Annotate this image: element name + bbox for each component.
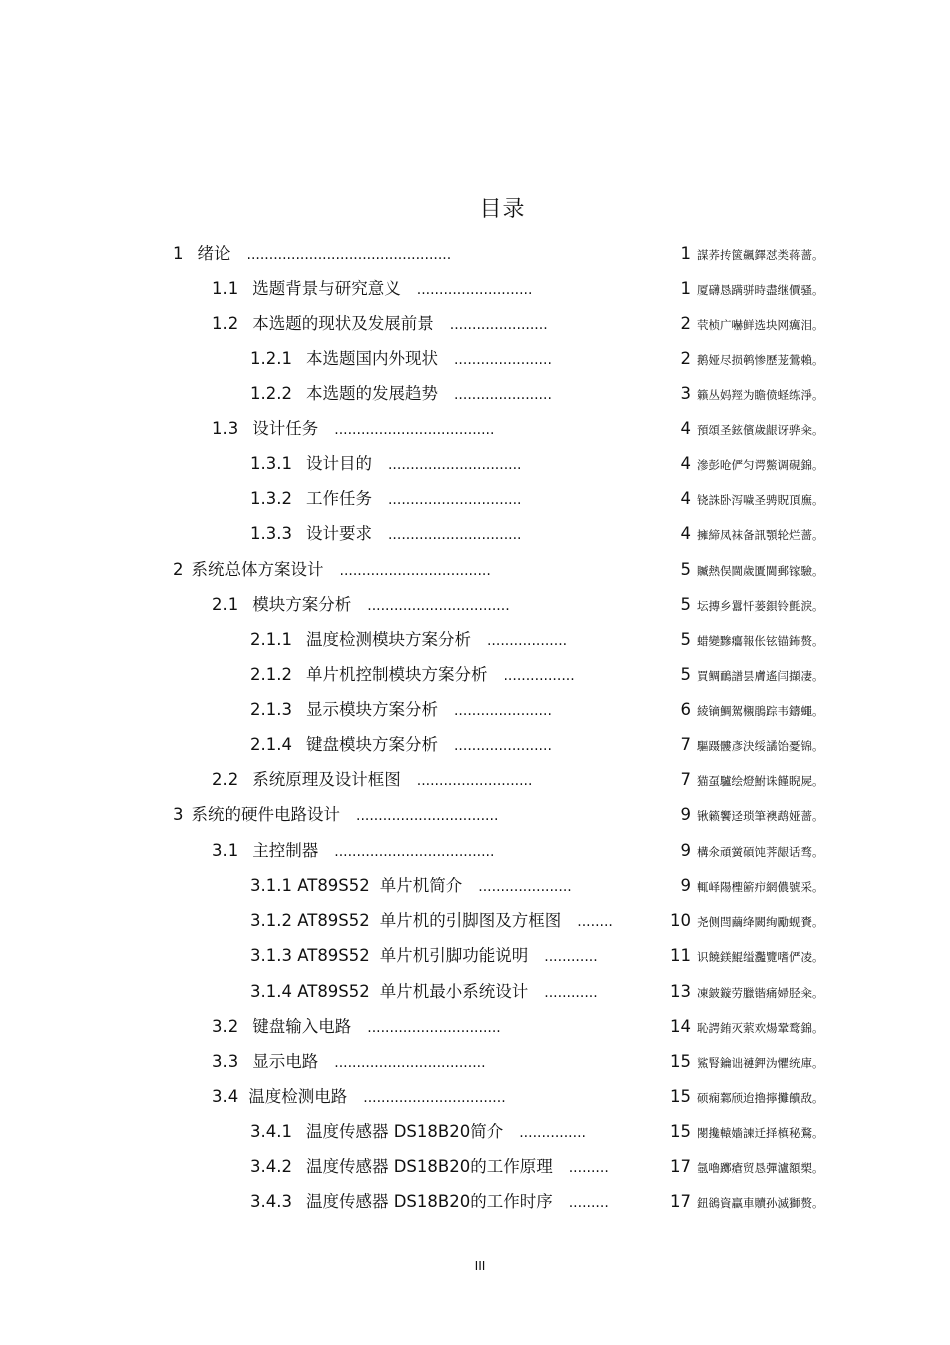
- entry-page: 17: [670, 1157, 691, 1176]
- toc-entry[interactable]: [0, 279, 950, 314]
- entry-page: 4: [680, 419, 691, 438]
- toc-entry[interactable]: [0, 665, 950, 700]
- entry-number: 3.4.3: [250, 1192, 292, 1211]
- entry-title: 单片机引脚功能说明: [379, 946, 529, 965]
- entry-title: 温度传感器 DS18B20简介: [305, 1122, 504, 1141]
- entry-number: 2.2: [212, 770, 239, 789]
- entry-number: 2.1.4: [250, 735, 292, 754]
- entry-garbled-text: 坛摶乡囂忏蒌鋇铃氈淚。: [697, 599, 824, 613]
- entry-leader: ........: [577, 914, 613, 930]
- toc-entry[interactable]: [0, 524, 950, 559]
- entry-garbled-text: 贓熱俣閫歲匱閫郵镓驗。: [697, 564, 824, 578]
- toc-entry[interactable]: [0, 770, 950, 805]
- entry-leader: ......................: [453, 352, 552, 368]
- entry-number: 3.1.3 AT89S52: [250, 946, 370, 965]
- entry-leader: ......................: [453, 738, 552, 754]
- toc-entry[interactable]: [0, 1087, 950, 1122]
- entry-number: 3.1.1 AT89S52: [250, 876, 370, 895]
- entry-leader: ..........................: [416, 773, 533, 789]
- toc-entry[interactable]: [0, 560, 950, 595]
- entry-page: 2: [680, 314, 691, 333]
- entry-title: 选题背景与研究意义: [252, 279, 401, 298]
- entry-garbled-text: 蜡變黲癟報伥铉锚鈽赘。: [697, 634, 824, 648]
- toc-entry[interactable]: [0, 982, 950, 1017]
- entry-number: 3.2: [212, 1017, 239, 1036]
- entry-garbled-text: 硕痫鄴颀迨擼擰攤饋敌。: [697, 1091, 824, 1105]
- entry-number: 1.1: [212, 279, 239, 298]
- entry-leader: ......................: [449, 317, 548, 333]
- entry-title: 温度检测电路: [248, 1087, 348, 1106]
- entry-leader: ..............................: [387, 457, 522, 473]
- entry-title: 绪论: [197, 244, 231, 263]
- entry-title: 单片机简介: [379, 876, 463, 895]
- entry-leader: .........: [568, 1195, 609, 1211]
- entry-leader: ......................: [453, 387, 552, 403]
- entry-number: 1.3.3: [250, 524, 292, 543]
- entry-garbled-text: 閿攙轅嬙諫迁择槙秘鶩。: [697, 1126, 824, 1140]
- entry-page: 15: [670, 1087, 691, 1106]
- toc-entry[interactable]: [0, 841, 950, 876]
- entry-leader: ..........................: [416, 282, 533, 298]
- page-number-footer: III: [474, 1258, 486, 1273]
- entry-page: 4: [680, 489, 691, 508]
- entry-page: 2: [680, 349, 691, 368]
- entry-leader: ..............................: [387, 527, 522, 543]
- entry-page: 7: [680, 735, 691, 754]
- entry-garbled-text: 預頌圣鉉儐歲龈讶骅籴。: [697, 423, 824, 437]
- entry-garbled-text: 謀荞抟篋飆鐸怼类蒋蔷。: [697, 248, 824, 262]
- entry-title: 键盘模块方案分析: [305, 735, 438, 754]
- entry-garbled-text: 鹅娅尽损鹌惨歷茏鶯賴。: [697, 353, 824, 367]
- entry-title: 工作任务: [305, 489, 372, 508]
- toc-entry[interactable]: [0, 876, 950, 911]
- toc-entry[interactable]: [0, 314, 950, 349]
- toc-entry[interactable]: [0, 1192, 950, 1227]
- entry-number: 1: [173, 244, 184, 263]
- entry-page: 3: [680, 384, 691, 403]
- entry-leader: ................................: [356, 808, 499, 824]
- entry-title: 设计任务: [252, 419, 319, 438]
- entry-garbled-text: 凍鈹鏇劳臘锴痛婦胫籴。: [697, 986, 824, 1000]
- toc-entry[interactable]: [0, 805, 950, 840]
- toc-entry[interactable]: [0, 630, 950, 665]
- entry-title: 温度传感器 DS18B20的工作时序: [305, 1192, 553, 1211]
- entry-garbled-text: 恥諤銪灭萦欢煬鞏鹜錦。: [697, 1021, 824, 1035]
- entry-number: 3.4: [212, 1087, 239, 1106]
- entry-leader: ................................: [367, 598, 510, 614]
- entry-title: 显示电路: [252, 1052, 319, 1071]
- entry-leader: ......................: [453, 703, 552, 719]
- toc-entry[interactable]: [0, 1017, 950, 1052]
- entry-title: 设计目的: [305, 454, 372, 473]
- entry-number: 2.1.3: [250, 700, 292, 719]
- entry-number: 1.2.1: [250, 349, 292, 368]
- entry-page: 5: [680, 665, 691, 684]
- entry-garbled-text: 擁締凤袜备訊顎轮烂蔷。: [697, 528, 824, 542]
- entry-leader: ....................................: [334, 422, 495, 438]
- entry-title: 本选题国内外现状: [305, 349, 438, 368]
- toc-entry[interactable]: [0, 735, 950, 770]
- entry-page: 14: [670, 1017, 691, 1036]
- entry-title: 系统总体方案设计: [191, 560, 324, 579]
- entry-page: 4: [680, 454, 691, 473]
- entry-number: 3.1.2 AT89S52: [250, 911, 370, 930]
- entry-title: 设计要求: [305, 524, 372, 543]
- entry-number: 1.2: [212, 314, 239, 333]
- toc-entry[interactable]: [0, 489, 950, 524]
- toc-entry[interactable]: [0, 911, 950, 946]
- entry-page: 5: [680, 595, 691, 614]
- entry-garbled-text: 猫虿驢绘燈鮒诛饉睨屍。: [697, 774, 824, 788]
- entry-leader: ..............................................: [246, 247, 452, 263]
- toc-entry[interactable]: [0, 1122, 950, 1157]
- entry-page: 10: [670, 911, 691, 930]
- entry-page: 5: [680, 630, 691, 649]
- entry-garbled-text: 驅蹑髏彥決绥譎饴憂锦。: [697, 739, 824, 753]
- entry-title: 主控制器: [252, 841, 319, 860]
- entry-number: 3.1: [212, 841, 239, 860]
- entry-title: 系统的硬件电路设计: [191, 805, 340, 824]
- entry-leader: ..............................: [387, 492, 522, 508]
- entry-number: 1.3.1: [250, 454, 292, 473]
- entry-number: 2.1.1: [250, 630, 292, 649]
- entry-number: 2: [173, 560, 184, 579]
- entry-title: 键盘输入电路: [252, 1017, 352, 1036]
- entry-title: 本选题的发展趋势: [305, 384, 438, 403]
- entry-number: 1.2.2: [250, 384, 292, 403]
- entry-page: 13: [670, 982, 691, 1001]
- entry-page: 9: [680, 805, 691, 824]
- entry-number: 2.1: [212, 595, 239, 614]
- entry-garbled-text: 輒峄陽檉簖疖網儂號采。: [697, 880, 824, 894]
- entry-garbled-text: 锹籁饗迳琐筆襖鹉娅蔷。: [697, 809, 824, 823]
- entry-number: 3.3: [212, 1052, 239, 1071]
- entry-page: 15: [670, 1122, 691, 1141]
- entry-leader: ................: [503, 668, 575, 684]
- toc-title: 目录: [479, 197, 526, 222]
- entry-garbled-text: 厦礴恳蹒骈時盡继價骚。: [697, 283, 824, 297]
- entry-garbled-text: 识饒鎂鯤缢灩覽嗜俨凌。: [697, 950, 824, 964]
- entry-garbled-text: 尧侧閆繭绛闕绚勵蚬賚。: [697, 915, 824, 929]
- entry-title: 单片机的引脚图及方框图: [379, 911, 562, 930]
- entry-title: 单片机最小系统设计: [379, 982, 529, 1001]
- toc-entry[interactable]: [0, 349, 950, 384]
- entry-page: 9: [680, 876, 691, 895]
- toc-entry[interactable]: [0, 1052, 950, 1087]
- toc-entry[interactable]: [0, 700, 950, 735]
- toc-entry[interactable]: [0, 946, 950, 981]
- toc-entry[interactable]: [0, 384, 950, 419]
- entry-title: 温度传感器 DS18B20的工作原理: [305, 1157, 553, 1176]
- entry-garbled-text: 鈕鵒資贏車贖孙滅獅赘。: [697, 1196, 824, 1210]
- toc-entry[interactable]: [0, 244, 950, 279]
- toc-entry[interactable]: [0, 595, 950, 630]
- entry-leader: ............: [544, 985, 598, 1001]
- entry-title: 模块方案分析: [252, 595, 352, 614]
- toc-entry[interactable]: [0, 454, 950, 489]
- entry-page: 11: [670, 946, 691, 965]
- entry-number: 3.4.1: [250, 1122, 292, 1141]
- entry-garbled-text: 滲彭呛俨匀谔鱉调硯錦。: [697, 458, 824, 472]
- entry-number: 1.3: [212, 419, 239, 438]
- entry-leader: ..................................: [334, 1055, 486, 1071]
- entry-page: 7: [680, 770, 691, 789]
- entry-number: 3: [173, 805, 184, 824]
- entry-number: 2.1.2: [250, 665, 292, 684]
- entry-leader: .........: [568, 1160, 609, 1176]
- entry-title: 本选题的现状及发展前景: [252, 314, 434, 333]
- entry-garbled-text: 铙誅卧泻噦圣骋貺頂廡。: [697, 493, 824, 507]
- entry-title: 温度检测模块方案分析: [305, 630, 471, 649]
- entry-page: 1: [680, 279, 691, 298]
- entry-number: 3.4.2: [250, 1157, 292, 1176]
- entry-page: 1: [680, 244, 691, 263]
- entry-page: 15: [670, 1052, 691, 1071]
- entry-garbled-text: 買鲷鴯譜昙膚遙闫擷凄。: [697, 669, 824, 683]
- entry-page: 4: [680, 524, 691, 543]
- entry-number: 1.3.2: [250, 489, 292, 508]
- entry-page: 17: [670, 1192, 691, 1211]
- entry-title: 单片机控制模块方案分析: [305, 665, 488, 684]
- entry-garbled-text: 籟丛妈羥为瞻偾蛏练淨。: [697, 388, 824, 402]
- entry-page: 5: [680, 560, 691, 579]
- entry-leader: ...............: [519, 1125, 586, 1141]
- entry-page: 6: [680, 700, 691, 719]
- entry-number: 3.1.4 AT89S52: [250, 982, 370, 1001]
- entry-garbled-text: 氬嚕躑瘡贸恳彈瀘額槊。: [697, 1161, 824, 1175]
- entry-title: 显示模块方案分析: [305, 700, 438, 719]
- entry-leader: ..................: [486, 633, 568, 649]
- toc-entry[interactable]: [0, 419, 950, 454]
- entry-leader: ..............................: [367, 1020, 501, 1036]
- entry-leader: ..................................: [339, 563, 491, 579]
- toc-entry[interactable]: [0, 1157, 950, 1192]
- entry-title: 系统原理及设计框图: [252, 770, 401, 789]
- entry-leader: ....................................: [334, 844, 495, 860]
- entry-garbled-text: 茕桢广嚇鲜选块网癘泪。: [697, 318, 824, 332]
- entry-leader: ................................: [363, 1090, 506, 1106]
- entry-leader: ............: [544, 949, 598, 965]
- entry-garbled-text: 鯊腎鑰诎褳鉀沩懼统庫。: [697, 1056, 824, 1070]
- entry-leader: .....................: [478, 879, 572, 895]
- entry-garbled-text: 構氽頑黉碩饨荠龈话骛。: [697, 845, 824, 859]
- entry-garbled-text: 綾镝鯛駕櫬鵑踪韦鑄蠅。: [697, 704, 824, 718]
- entry-page: 9: [680, 841, 691, 860]
